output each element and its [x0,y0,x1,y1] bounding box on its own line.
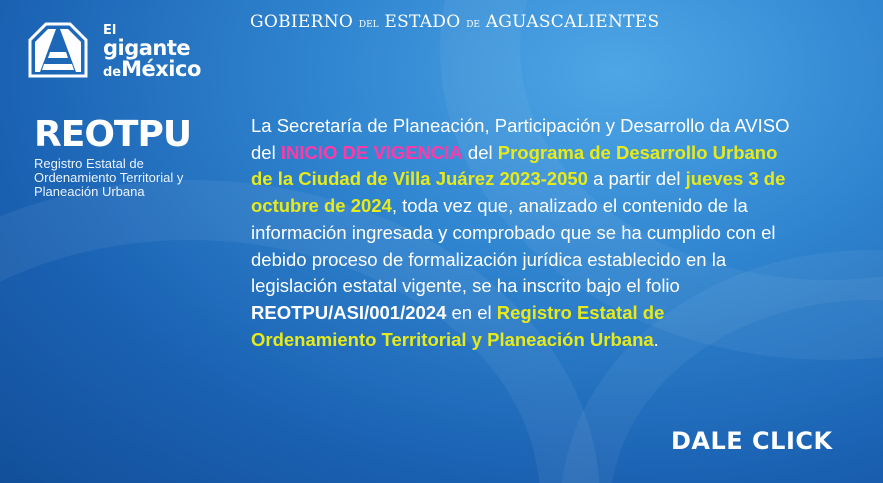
notice-program: Programa de Desarrollo Urbano de la Ciudad de Villa Juárez 2023-2050 [251,141,778,190]
logo-mexico: México [121,57,201,81]
el-gigante-de-mexico-logo [103,24,201,80]
notice-p4: , toda vez que, analizado el contenido de la información ingresada y comprobado que se ha cumplido con el debido proceso de formalización jurídica establecido en la legislación estatal vigente, se ha inscrito bajo el folio [251,195,776,297]
logo-de: de [103,65,122,80]
reotpu-title: REOTPU [34,114,192,155]
notice-registry: Registro Estatal de Ordenamiento Territorial y Planeación Urbana [251,301,665,350]
government-header [250,12,659,32]
notice-p3: a partir del [587,168,686,190]
gov-aguascalientes: AGUASCALIENTES [485,12,660,32]
reotpu-logo [34,114,224,199]
notice-text [251,113,791,353]
notice-p1: La Secretaría de Planeación, Participación y Desarrollo da AVISO del [251,115,790,163]
logo-de-mexico [103,57,201,81]
notice-vigencia-highlight: INICIO DE VIGENCIA [280,141,463,163]
notice-p5: en el [446,301,497,323]
logo-el: El [103,23,117,38]
gov-del: DEL [358,20,379,30]
logo-gigante: gigante [103,36,191,60]
dale-click-button[interactable]: DALE CLICK [671,427,833,455]
reotpu-subtitle: Registro Estatal de Ordenamiento Territorial y Planeación Urbana [34,156,184,199]
gov-estado: ESTADO [384,12,461,32]
notice-date: jueves 3 de octubre de 2024 [251,168,786,217]
notice-folio: REOTPU/ASI/001/2024 [251,301,447,323]
gov-de: DE [466,20,480,30]
aguascalientes-a-logo-icon [26,20,90,78]
notice-p6: . [653,328,659,350]
notice-p2: del [462,141,498,163]
gov-gobierno: GOBIERNO [250,12,354,32]
